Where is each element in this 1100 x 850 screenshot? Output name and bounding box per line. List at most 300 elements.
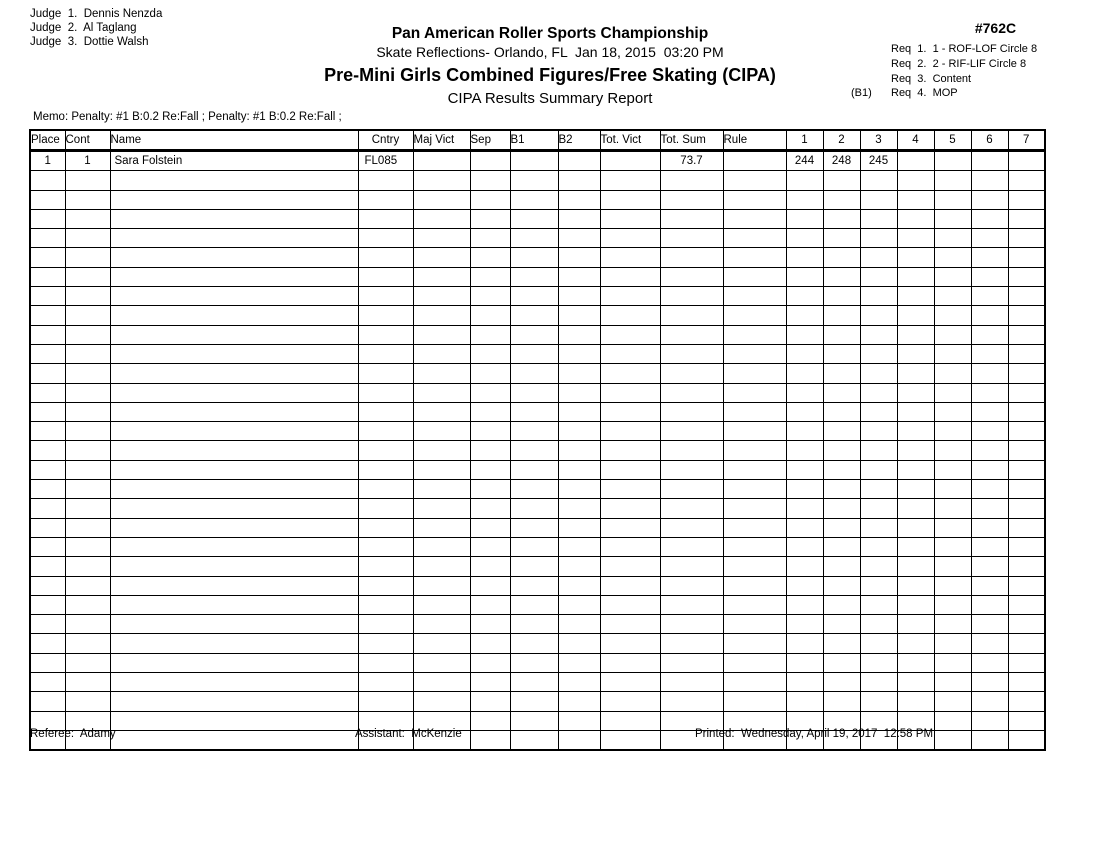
judge-line-3: Judge 3. Dottie Walsh [30,36,149,48]
empty-row [30,441,1045,460]
column-header-1: Cont [65,130,110,151]
table-cell [30,190,65,209]
table-cell [897,537,934,556]
table-cell [358,499,413,518]
table-cell [110,518,358,537]
table-cell [823,518,860,537]
requirement-prefix [851,72,891,87]
table-cell [510,711,558,730]
table-cell [510,537,558,556]
table-cell [934,402,971,421]
empty-row [30,325,1045,344]
table-cell [1008,692,1045,711]
requirement-text: Req 2. 2 - RIF-LIF Circle 8 [891,57,1027,70]
table-cell [65,576,110,595]
table-cell [558,653,600,672]
table-cell [600,209,660,228]
table-cell [110,287,358,306]
table-cell [934,499,971,518]
table-cell [786,229,823,248]
table-cell [934,537,971,556]
column-header-13: 3 [860,130,897,151]
table-cell [860,576,897,595]
table-cell [470,364,510,383]
table-cell [1008,190,1045,209]
table-cell [110,730,358,750]
table-cell [600,673,660,692]
table-cell [897,692,934,711]
table-cell [65,422,110,441]
table-cell [1008,229,1045,248]
table-cell [860,325,897,344]
table-cell [823,229,860,248]
table-cell [358,190,413,209]
table-cell [358,576,413,595]
table-cell [723,151,786,171]
table-cell [558,267,600,286]
table-cell [971,422,1008,441]
table-cell [660,402,723,421]
table-cell [860,229,897,248]
table-cell [786,673,823,692]
table-cell [723,306,786,325]
table-cell [786,576,823,595]
table-cell [30,383,65,402]
table-cell [110,209,358,228]
table-cell [971,653,1008,672]
table-cell [971,402,1008,421]
table-cell [110,325,358,344]
report-title: CIPA Results Summary Report [447,90,653,107]
table-cell [786,248,823,267]
table-cell [723,692,786,711]
table-cell [110,537,358,556]
table-cell [897,287,934,306]
table-cell [971,615,1008,634]
table-cell [600,422,660,441]
table-cell [470,209,510,228]
requirements-block [851,42,1037,101]
table-cell [897,267,934,286]
table-cell [860,364,897,383]
empty-row [30,518,1045,537]
table-cell [971,730,1008,750]
table-cell [470,171,510,190]
table-cell [358,402,413,421]
table-cell [30,209,65,228]
table-cell [860,190,897,209]
table-cell [30,634,65,653]
table-cell [110,480,358,499]
table-cell [30,344,65,363]
table-cell: 1 [65,151,110,171]
table-cell [723,422,786,441]
table-cell [971,344,1008,363]
table-cell [470,634,510,653]
table-cell [723,325,786,344]
empty-row [30,383,1045,402]
table-cell [660,441,723,460]
table-cell [358,615,413,634]
table-cell [1008,402,1045,421]
table-cell [65,537,110,556]
table-cell [65,653,110,672]
table-cell [660,480,723,499]
table-cell: 244 [786,151,823,171]
table-cell [470,576,510,595]
requirement-line-2 [851,57,1037,72]
table-cell [897,673,934,692]
table-cell [786,634,823,653]
assistant-line: Assistant: McKenzie [355,728,462,740]
table-cell [934,634,971,653]
table-cell [510,730,558,750]
table-cell [600,287,660,306]
table-cell [786,653,823,672]
table-cell [110,576,358,595]
table-cell [934,171,971,190]
table-cell [934,518,971,537]
column-header-9: Tot. Sum [660,130,723,151]
table-cell [897,653,934,672]
table-cell [558,151,600,171]
table-cell [1008,171,1045,190]
table-cell [897,422,934,441]
table-cell [823,499,860,518]
table-cell [65,441,110,460]
table-cell [823,576,860,595]
table-cell [786,325,823,344]
empty-row [30,595,1045,614]
table-cell [558,209,600,228]
table-cell [723,595,786,614]
table-cell [971,229,1008,248]
table-cell [860,460,897,479]
table-cell [600,634,660,653]
table-cell [897,325,934,344]
table-cell [110,634,358,653]
empty-row [30,537,1045,556]
table-cell [30,267,65,286]
table-cell [30,248,65,267]
table-cell [510,595,558,614]
table-cell [897,248,934,267]
table-cell [110,557,358,576]
table-cell [823,537,860,556]
table-cell [971,673,1008,692]
table-cell [65,287,110,306]
championship-title: Pan American Roller Sports Championship [391,25,709,42]
table-cell [860,248,897,267]
table-cell [470,190,510,209]
table-cell [971,576,1008,595]
table-cell [110,229,358,248]
table-cell [30,537,65,556]
table-cell [723,518,786,537]
table-cell [723,441,786,460]
table-cell [470,711,510,730]
table-cell [65,209,110,228]
table-cell [510,364,558,383]
table-cell [110,422,358,441]
table-cell [823,383,860,402]
table-cell [660,364,723,383]
empty-row [30,460,1045,479]
table-cell [358,383,413,402]
table-cell [358,171,413,190]
table-cell [1008,615,1045,634]
table-cell [30,673,65,692]
table-cell [934,325,971,344]
table-cell [723,480,786,499]
table-cell [358,634,413,653]
table-cell [510,692,558,711]
table-cell [897,615,934,634]
table-cell [1008,653,1045,672]
table-cell [358,537,413,556]
table-cell [600,441,660,460]
table-cell [110,190,358,209]
table-cell: 245 [860,151,897,171]
table-cell [558,615,600,634]
table-cell [860,634,897,653]
table-cell [558,711,600,730]
table-cell [558,595,600,614]
table-cell [558,190,600,209]
table-cell [860,653,897,672]
table-cell [413,441,470,460]
judge-line-2: Judge 2. Al Taglang [30,22,137,34]
table-cell [600,248,660,267]
table-cell [934,576,971,595]
table-cell [971,383,1008,402]
table-cell [413,557,470,576]
table-cell [470,344,510,363]
table-body [30,151,1045,751]
table-cell [558,634,600,653]
table-cell [897,209,934,228]
event-title: Pre-Mini Girls Combined Figures/Free Skating (CIPA) [324,65,776,85]
table-cell [510,615,558,634]
empty-row [30,209,1045,228]
requirement-line-4 [851,86,1037,101]
table-cell [934,267,971,286]
table-cell [600,711,660,730]
table-cell [30,287,65,306]
table-cell [660,537,723,556]
table-cell [30,499,65,518]
column-header-10: Rule [723,130,786,151]
table-cell: 1 [30,151,65,171]
judge-line-1: Judge 1. Dennis Nenzda [30,8,163,20]
table-cell [897,402,934,421]
table-cell [971,190,1008,209]
requirement-prefix [851,42,891,57]
table-cell [897,306,934,325]
table-cell [65,344,110,363]
table-cell [786,499,823,518]
table-cell [30,229,65,248]
table-cell [786,383,823,402]
table-cell [470,730,510,750]
table-cell [65,499,110,518]
table-cell [65,634,110,653]
table-cell [1008,499,1045,518]
column-header-14: 4 [897,130,934,151]
table-cell [413,190,470,209]
table-cell [413,576,470,595]
table-cell [600,306,660,325]
table-cell [600,518,660,537]
table-cell [470,306,510,325]
table-cell [723,537,786,556]
table-cell [823,248,860,267]
table-cell [110,383,358,402]
column-header-16: 6 [971,130,1008,151]
table-cell [413,422,470,441]
table-cell [897,480,934,499]
table-cell [110,615,358,634]
table-cell [660,325,723,344]
table-cell [934,480,971,499]
table-cell [358,422,413,441]
table-cell [600,576,660,595]
table-cell [860,306,897,325]
table-cell [971,151,1008,171]
empty-row [30,229,1045,248]
table-cell [413,306,470,325]
table-cell [1008,287,1045,306]
table-cell [1008,537,1045,556]
table-cell [971,171,1008,190]
requirement-prefix [851,57,891,72]
table-cell [470,267,510,286]
table-cell [600,229,660,248]
column-header-0: Place [30,130,65,151]
table-cell [823,402,860,421]
table-cell [470,422,510,441]
table-cell [470,615,510,634]
table-cell [110,441,358,460]
table-cell [358,287,413,306]
table-cell [723,190,786,209]
table-cell [971,557,1008,576]
requirement-text: Req 4. MOP [891,87,958,100]
table-cell [65,692,110,711]
table-cell [934,422,971,441]
table-cell [65,595,110,614]
table-cell [510,653,558,672]
table-cell [860,344,897,363]
table-cell [65,460,110,479]
table-cell [823,190,860,209]
table-cell [30,692,65,711]
table-cell [823,209,860,228]
table-cell [600,480,660,499]
empty-row [30,480,1045,499]
table-cell [823,460,860,479]
table-cell [723,402,786,421]
table-cell [897,518,934,537]
table-cell [934,248,971,267]
table-cell [786,287,823,306]
venue-date-line: Skate Reflections- Orlando, FL Jan 18, 2015 03:20 PM [376,44,724,60]
table-cell [971,209,1008,228]
table-cell [600,615,660,634]
requirement-text: Req 1. 1 - ROF-LOF Circle 8 [891,43,1038,55]
table-cell [786,344,823,363]
table-cell [65,190,110,209]
table-cell [110,673,358,692]
table-cell [413,537,470,556]
requirement-prefix: (B1) [851,87,872,100]
table-cell [30,306,65,325]
table-cell [413,364,470,383]
table-cell [971,692,1008,711]
table-cell [723,267,786,286]
table-cell [470,441,510,460]
table-cell [413,499,470,518]
table-cell [470,383,510,402]
table-cell [65,248,110,267]
table-cell [934,692,971,711]
table-cell [413,673,470,692]
table-cell [510,171,558,190]
table-cell [30,557,65,576]
table-cell [1008,673,1045,692]
table-cell [934,460,971,479]
table-cell [413,151,470,171]
table-cell [470,287,510,306]
table-cell [110,595,358,614]
table-cell [110,499,358,518]
table-cell [660,306,723,325]
empty-row [30,364,1045,383]
table-cell [110,692,358,711]
table-cell [934,151,971,171]
table-cell [860,480,897,499]
table-cell [1008,711,1045,730]
table-cell [723,383,786,402]
table-cell [510,325,558,344]
table-cell [600,653,660,672]
table-cell [1008,325,1045,344]
column-header-5: Sep [470,130,510,151]
table-cell [358,460,413,479]
table-cell [786,460,823,479]
table-cell [786,364,823,383]
table-cell [860,595,897,614]
table-cell [510,151,558,171]
table-cell [934,383,971,402]
table-cell [786,595,823,614]
table-cell [510,344,558,363]
table-cell [600,402,660,421]
table-cell [558,344,600,363]
table-cell [1008,460,1045,479]
table-cell [786,441,823,460]
table-cell [510,209,558,228]
table-cell [660,267,723,286]
table-cell [823,692,860,711]
table-cell [934,595,971,614]
column-header-8: Tot. Vict [600,130,660,151]
column-header-15: 5 [934,130,971,151]
table-cell [897,499,934,518]
table-cell [470,653,510,672]
table-cell [30,325,65,344]
table-cell [470,248,510,267]
